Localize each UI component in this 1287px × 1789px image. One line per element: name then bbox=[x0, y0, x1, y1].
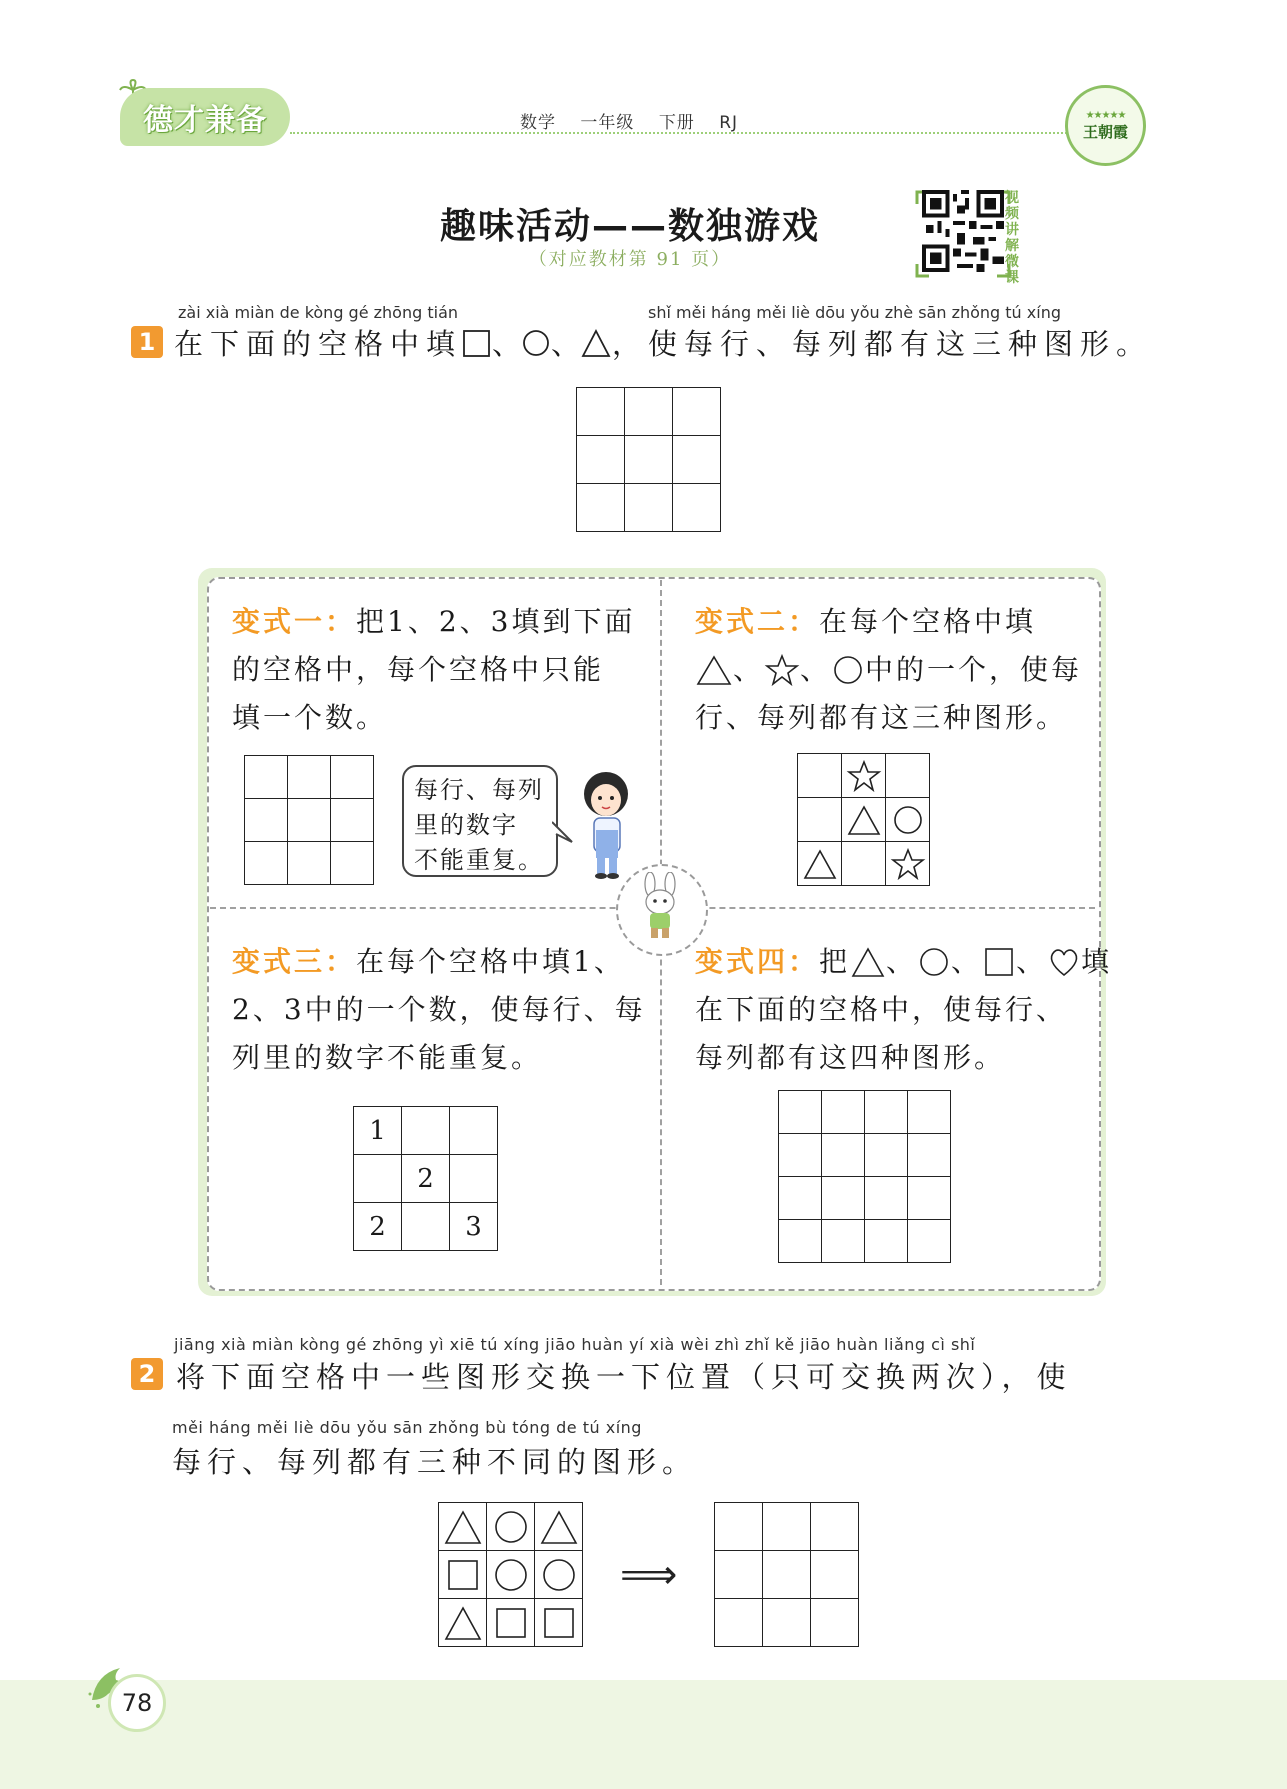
grid-cell[interactable] bbox=[331, 756, 374, 799]
grid-cell[interactable] bbox=[715, 1599, 763, 1647]
page-title: 趣味活动——数独游戏 bbox=[439, 206, 820, 247]
grid-cell[interactable] bbox=[439, 1503, 487, 1551]
separator: 、 bbox=[951, 945, 983, 978]
sudoku-grid-v2 bbox=[797, 753, 930, 886]
grid-cell[interactable] bbox=[288, 842, 331, 885]
question-text-part: 在下面的空格中填 bbox=[174, 327, 463, 361]
grid-cell[interactable] bbox=[535, 1599, 583, 1647]
bubble-line: 里的数字 bbox=[414, 811, 518, 839]
grid-cell[interactable] bbox=[842, 754, 886, 798]
grid-cell[interactable] bbox=[798, 842, 842, 886]
grid-cell[interactable] bbox=[625, 436, 673, 484]
variant-4-line: 在下面的空格中，使每行、 bbox=[695, 993, 1068, 1026]
variant-1-label: 变式一： bbox=[232, 605, 357, 638]
grid-cell[interactable] bbox=[331, 799, 374, 842]
grid-cell[interactable] bbox=[487, 1599, 535, 1647]
grid-cell[interactable] bbox=[865, 1134, 908, 1177]
sudoku-grid-v3 bbox=[353, 1106, 498, 1251]
edition: RJ bbox=[719, 113, 739, 133]
question-text-part: ，使每行、每列都有这三种图形。 bbox=[612, 327, 1153, 361]
qr-code-icon[interactable] bbox=[922, 190, 1004, 272]
book-info bbox=[520, 108, 756, 133]
grid-cell[interactable] bbox=[450, 1155, 498, 1203]
grid-cell[interactable] bbox=[763, 1503, 811, 1551]
sudoku-grid-q1 bbox=[576, 387, 721, 532]
grid-cell[interactable] bbox=[439, 1599, 487, 1647]
variant-1-line: 填一个数。 bbox=[232, 701, 388, 734]
triangle-icon bbox=[846, 803, 882, 837]
grid-cell[interactable] bbox=[288, 756, 331, 799]
grid-cell[interactable] bbox=[798, 754, 842, 798]
grid-cell[interactable] bbox=[331, 842, 374, 885]
grid-cell[interactable] bbox=[822, 1134, 865, 1177]
variant-3-line: 在每个空格中填1、 bbox=[356, 945, 625, 978]
pinyin-line: jiāng xià miàn kòng gé zhōng yì xiē tú xíng jiāo huàn yí xià wèi zhì zhǐ kě jiāo huàn liǎng cì shǐ bbox=[174, 1335, 976, 1354]
circle-icon bbox=[492, 1508, 530, 1546]
question-number: 2 bbox=[131, 1358, 163, 1390]
circle-icon bbox=[521, 328, 551, 358]
footer-band bbox=[0, 1680, 1287, 1789]
triangle-icon bbox=[695, 653, 733, 687]
grid-cell[interactable] bbox=[535, 1503, 583, 1551]
brand-logo: 德才兼备 bbox=[120, 88, 290, 146]
square-icon bbox=[982, 945, 1016, 979]
variant-4-line: 填 bbox=[1081, 945, 1113, 978]
variant-1-line: 把1、2、3填到下面 bbox=[356, 605, 636, 638]
grid-cell[interactable] bbox=[865, 1220, 908, 1263]
variant-4-text bbox=[695, 938, 1112, 1082]
variant-2-line: 行、每列都有这三种图形。 bbox=[695, 701, 1068, 734]
square-icon bbox=[493, 1605, 529, 1641]
page-subtitle: （对应教材第 91 页） bbox=[528, 249, 732, 270]
grid-cell[interactable] bbox=[798, 798, 842, 842]
question-number: 1 bbox=[131, 326, 163, 358]
grid-cell[interactable] bbox=[715, 1503, 763, 1551]
variant-3-label: 变式三： bbox=[232, 945, 357, 978]
question-text bbox=[174, 322, 1152, 363]
triangle-icon bbox=[580, 328, 612, 358]
grid-cell[interactable] bbox=[487, 1503, 535, 1551]
circle-icon bbox=[492, 1556, 530, 1594]
grid-cell[interactable] bbox=[908, 1220, 951, 1263]
square-icon bbox=[541, 1605, 577, 1641]
separator: 、 bbox=[1016, 945, 1048, 978]
pinyin-line: zài xià miàn de kòng gé zhōng tián bbox=[178, 303, 459, 322]
grid-cell[interactable] bbox=[811, 1503, 859, 1551]
grid-cell[interactable] bbox=[811, 1599, 859, 1647]
grid-cell[interactable]: 2 bbox=[354, 1203, 402, 1251]
grid-cell[interactable] bbox=[822, 1177, 865, 1220]
bubble-tail bbox=[552, 820, 574, 846]
arrow-right-icon: ⟹ bbox=[620, 1552, 678, 1598]
author-seal bbox=[1065, 85, 1146, 166]
separator: 、 bbox=[551, 327, 581, 361]
shape-grid-after bbox=[714, 1502, 859, 1647]
variant-1-line: 的空格中，每个空格中只能 bbox=[232, 653, 605, 686]
question-text: 将下面空格中一些图形交换一下位置（只可交换两次），使 bbox=[176, 1360, 1072, 1394]
grid-cell[interactable] bbox=[625, 388, 673, 436]
heart-icon bbox=[1047, 945, 1081, 979]
triangle-icon bbox=[850, 945, 886, 979]
grid-cell[interactable]: 3 bbox=[450, 1203, 498, 1251]
subject: 数学 bbox=[520, 113, 556, 133]
grade: 一年级 bbox=[580, 113, 635, 133]
variant-2-line: 在每个空格中填 bbox=[819, 605, 1037, 638]
grid-cell[interactable] bbox=[625, 484, 673, 532]
shape-grid-before bbox=[438, 1502, 583, 1647]
grid-cell[interactable] bbox=[908, 1091, 951, 1134]
sudoku-grid-v4 bbox=[778, 1090, 951, 1263]
seal-name: 王朝霞 bbox=[1082, 122, 1128, 141]
separator: 、 bbox=[733, 653, 765, 686]
variant-2-line: 中的一个，使每 bbox=[865, 653, 1083, 686]
grid-cell[interactable] bbox=[402, 1203, 450, 1251]
grid-cell[interactable]: 2 bbox=[402, 1155, 450, 1203]
volume: 下册 bbox=[658, 113, 695, 133]
variant-3-line: 2、3中的一个数，使每行、每 bbox=[232, 993, 646, 1026]
bubble-line: 每行、每列 bbox=[414, 776, 544, 804]
grid-cell[interactable] bbox=[779, 1177, 822, 1220]
grid-cell[interactable] bbox=[535, 1551, 583, 1599]
speech-bubble bbox=[402, 765, 558, 877]
grid-cell[interactable] bbox=[715, 1551, 763, 1599]
grid-cell[interactable]: 1 bbox=[354, 1107, 402, 1155]
star-icon bbox=[846, 759, 882, 793]
grid-cell[interactable] bbox=[842, 798, 886, 842]
bubble-line: 不能重复。 bbox=[414, 846, 544, 874]
grid-cell[interactable] bbox=[577, 436, 625, 484]
grid-cell[interactable] bbox=[865, 1177, 908, 1220]
qr-label: 视频讲解微课 bbox=[1005, 190, 1019, 286]
grid-cell[interactable] bbox=[577, 484, 625, 532]
grid-cell[interactable] bbox=[450, 1107, 498, 1155]
circle-icon bbox=[917, 945, 951, 979]
grid-cell[interactable] bbox=[886, 798, 930, 842]
circle-icon bbox=[540, 1556, 578, 1594]
circle-icon bbox=[831, 653, 865, 687]
separator: 、 bbox=[800, 653, 832, 686]
variant-3-line: 列里的数字不能重复。 bbox=[232, 1041, 543, 1074]
grid-cell[interactable] bbox=[487, 1551, 535, 1599]
grid-cell[interactable] bbox=[779, 1220, 822, 1263]
triangle-icon bbox=[802, 847, 838, 881]
grid-cell[interactable] bbox=[673, 484, 721, 532]
grid-cell[interactable] bbox=[908, 1177, 951, 1220]
star-icon: ★★★★★ bbox=[1085, 109, 1126, 121]
grid-cell[interactable] bbox=[245, 842, 288, 885]
star-icon bbox=[764, 653, 800, 687]
grid-cell[interactable] bbox=[673, 436, 721, 484]
variant-4-line: 把 bbox=[819, 945, 851, 978]
variant-1-text bbox=[232, 598, 635, 742]
grid-cell[interactable] bbox=[402, 1107, 450, 1155]
page-number: 78 bbox=[108, 1674, 166, 1732]
grid-cell[interactable] bbox=[822, 1220, 865, 1263]
grid-cell[interactable] bbox=[763, 1551, 811, 1599]
triangle-icon bbox=[443, 1508, 483, 1546]
square-icon bbox=[462, 328, 492, 358]
star-icon bbox=[890, 847, 926, 881]
girl-illustration-icon bbox=[576, 768, 638, 880]
triangle-icon bbox=[443, 1604, 483, 1642]
pinyin-line: shǐ měi háng měi liè dōu yǒu zhè sān zhǒng tú xíng bbox=[648, 303, 1061, 322]
sudoku-grid-v1 bbox=[244, 755, 374, 885]
rabbit-mascot-icon bbox=[630, 872, 690, 944]
grid-cell[interactable] bbox=[886, 754, 930, 798]
grid-cell[interactable] bbox=[779, 1134, 822, 1177]
grid-cell[interactable] bbox=[842, 842, 886, 886]
variant-4-label: 变式四： bbox=[695, 945, 820, 978]
grid-cell[interactable] bbox=[354, 1155, 402, 1203]
grid-cell[interactable] bbox=[779, 1091, 822, 1134]
grid-cell[interactable] bbox=[673, 388, 721, 436]
triangle-icon bbox=[539, 1508, 579, 1546]
grid-cell[interactable] bbox=[763, 1599, 811, 1647]
variant-3-text bbox=[232, 938, 646, 1082]
grid-cell[interactable] bbox=[865, 1091, 908, 1134]
circle-icon bbox=[891, 803, 925, 837]
separator: 、 bbox=[886, 945, 918, 978]
pinyin-line: měi háng měi liè dōu yǒu sān zhǒng bù tóng de tú xíng bbox=[172, 1418, 642, 1437]
variant-2-text bbox=[695, 598, 1082, 742]
grid-cell[interactable] bbox=[245, 799, 288, 842]
separator: 、 bbox=[492, 327, 522, 361]
grid-cell[interactable] bbox=[908, 1134, 951, 1177]
question-text: 每行、每列都有三种不同的图形。 bbox=[172, 1445, 698, 1479]
grid-cell[interactable] bbox=[439, 1551, 487, 1599]
variant-4-line: 每列都有这四种图形。 bbox=[695, 1041, 1006, 1074]
grid-cell[interactable] bbox=[886, 842, 930, 886]
grid-cell[interactable] bbox=[288, 799, 331, 842]
variant-2-label: 变式二： bbox=[695, 605, 820, 638]
grid-cell[interactable] bbox=[811, 1551, 859, 1599]
grid-cell[interactable] bbox=[822, 1091, 865, 1134]
grid-cell[interactable] bbox=[577, 388, 625, 436]
square-icon bbox=[445, 1557, 481, 1593]
grid-cell[interactable] bbox=[245, 756, 288, 799]
